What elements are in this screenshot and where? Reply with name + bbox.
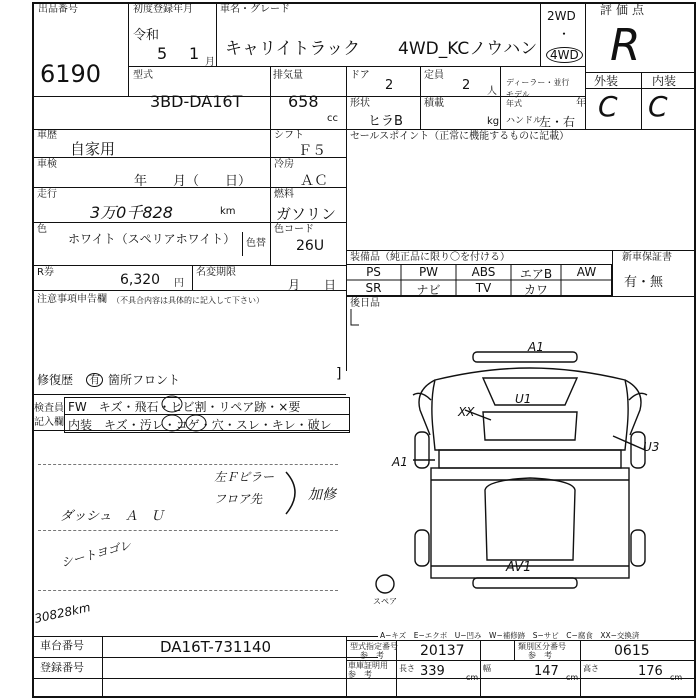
era: 令和 [133,28,160,43]
equipment-label: 装備品（純正品に限り〇を付ける） [350,252,510,263]
recycle-value: 6,320 [120,272,161,288]
fuel-label: 燃料 [274,189,294,200]
capacity-label: 定員 [424,70,444,81]
displacement-label: 排気量 [273,70,303,81]
type-num-ref: 参 考 [360,651,384,660]
cert-label: 車庫証明用 参 考 [348,661,388,679]
type-num-label: 型式指定番号 [350,642,398,651]
registration-value: 月 日 [288,278,337,292]
shift-label: シフト [274,130,304,141]
score-label: 評価点 [600,3,649,17]
shape-label: 形状 [350,98,370,109]
dashed-line [38,464,338,465]
capacity-unit: 人 [487,86,497,97]
paren-mark [280,470,310,516]
width-unit: cm [566,673,579,682]
car-damage-diagram [405,340,655,620]
type-num-value: 20137 [420,643,465,659]
dealer-label: ディーラー・並行 [506,78,570,87]
divider [128,2,129,96]
drive-dot: ・ [558,27,571,41]
spare-label: スペア [373,597,397,606]
damage-u3: U3 [643,440,660,454]
color-label: 色 [37,224,47,235]
name-grade-label: 車名・グレード [220,4,290,15]
score-value: R [610,20,641,71]
load-unit: kg [487,116,500,127]
color-code-label: 色コード [274,224,314,235]
drive-2wd: 2WD [547,9,576,23]
equipment-item: ABS [471,265,496,279]
width-label: 幅 [483,664,491,673]
ac-value: ＡＣ [300,173,328,189]
model-year-unit: 年 [576,98,586,109]
note-pillar: 左Ｆピラー フロア先 [214,470,275,506]
inspection-label: 車検 [37,159,57,170]
note-mileage: 30828km [33,600,92,626]
drive-4wd-circled: 4WD [546,47,583,63]
inspection-value: 年 月（ 日） [134,174,252,189]
reg-month: 1 [189,44,200,63]
chassis-label: 車台番号 [40,639,84,652]
first-reg-label: 初度登録年月 [133,4,193,15]
equipment-item: PS [366,265,381,279]
dashed-line [38,530,338,531]
displacement-unit: cc [327,113,338,124]
selling-points-label: セールスポイント（正常に機能するものに記載） [350,131,570,142]
lot-label: 出品番号 [38,4,78,15]
damage-u1: U1 [515,392,532,406]
car-name: キャリイトラック [225,39,361,59]
mileage-label: 走行 [37,189,57,200]
equipment-item: ナビ [416,283,441,297]
width-value: 147 [534,664,559,679]
lot-number: 6190 [40,60,102,88]
doors-value: 2 [385,78,394,93]
model-value: 3BD-DA16T [150,92,243,111]
interior-line: 内装 キズ・汚レ・コゲ・穴・スレ・キレ・破レ [68,418,332,432]
interior-label: 内装 [652,74,677,88]
caution-label: 注意事項申告欄 [37,294,107,305]
grade: 4WD_KCノウハン [398,39,538,59]
doors-label: ドア [350,70,370,81]
fuel-value: ガソリン [276,205,337,223]
month-unit: 月 [205,57,215,68]
length-value: 339 [420,664,445,679]
color-value: ホワイト（スペリアホワイト） [68,232,236,246]
later-items-label: 後日品 [350,298,380,309]
height-value: 176 [638,664,663,679]
damage-av1: AV1 [506,560,532,575]
repair-label: 修復歴 [37,373,74,387]
color-code-value: 26U [296,238,325,254]
damage-a1-top: A1 [528,340,544,354]
equipment-item: エアB [519,267,553,281]
handle-value: 左・右 [539,115,576,129]
usage-label: 車歴 [37,130,57,141]
warranty-value: 有・無 [624,275,664,290]
inspector-label: 検査員 記入欄 [34,403,64,428]
load-label: 積載 [424,98,444,109]
bracket-mark [349,309,361,329]
warranty-label: 新車保証書 [622,252,672,263]
equipment-item: カワ [523,283,548,297]
length-unit: cm [466,673,479,682]
mileage-value: 3万0千828 [90,203,173,222]
class-num-ref: 参 考 [528,651,552,660]
fw-line: FW キズ・飛石・ヒビ割・リペア跡・×要 [68,400,301,414]
length-label: 長さ [399,664,415,673]
note-dash: ダッシュ Ａ Ｕ [60,509,164,524]
equipment-item: AW [576,265,597,279]
color-change-label: 色替 [246,238,266,249]
class-num-label: 類別区分番号 [518,642,566,651]
ac-label: 冷房 [274,159,294,170]
usage-value: 自家用 [70,140,116,158]
shift-value: Ｆ５ [298,143,326,159]
damage-legend: A−キズ E−エクボ U−凹み W−補修跡 S−サビ C−腐食 XX−交換済 [380,631,640,640]
note-seat: シートヨゴレ [59,537,133,571]
exterior-value: C [598,90,618,123]
interior-value: C [648,90,668,123]
equipment-item: PW [418,265,439,279]
repair-detail: 箇所フロント [108,373,181,387]
class-num-value: 0615 [614,643,650,659]
equipment-item: TV [475,281,492,295]
model-label: 型式 [133,70,153,81]
exterior-label: 外装 [594,74,619,88]
caution-sub: （不具合内容は具体的に記入して下さい） [112,296,264,305]
height-label: 高さ [583,664,599,673]
reg-year: 5 [157,44,168,63]
recycle-unit: 円 [174,278,184,289]
repair-close-bracket: ] [336,366,342,382]
reg-number-label: 登録番号 [40,661,84,674]
dashed-line [38,590,338,591]
handle-label: ハンドル [506,116,543,126]
repair-value-circled: 有 [86,373,103,387]
recycle-label: R券 [37,267,54,278]
displacement-value: 658 [288,92,319,111]
shape-value: ヒラB [368,114,403,129]
inspector-circles [160,394,270,434]
model-year-label: モデル 年式 [506,90,530,108]
capacity-value: 2 [462,78,471,93]
chassis-value: DA16T-731140 [160,638,272,656]
note-pillar-suffix: 加修 [308,487,336,503]
damage-xx: XX [458,405,475,419]
registration-label: 名変期限 [196,267,236,278]
equipment-item: SR [365,281,382,295]
height-unit: cm [670,673,683,682]
damage-a1-left: A1 [392,455,408,469]
mileage-unit: km [220,206,236,217]
